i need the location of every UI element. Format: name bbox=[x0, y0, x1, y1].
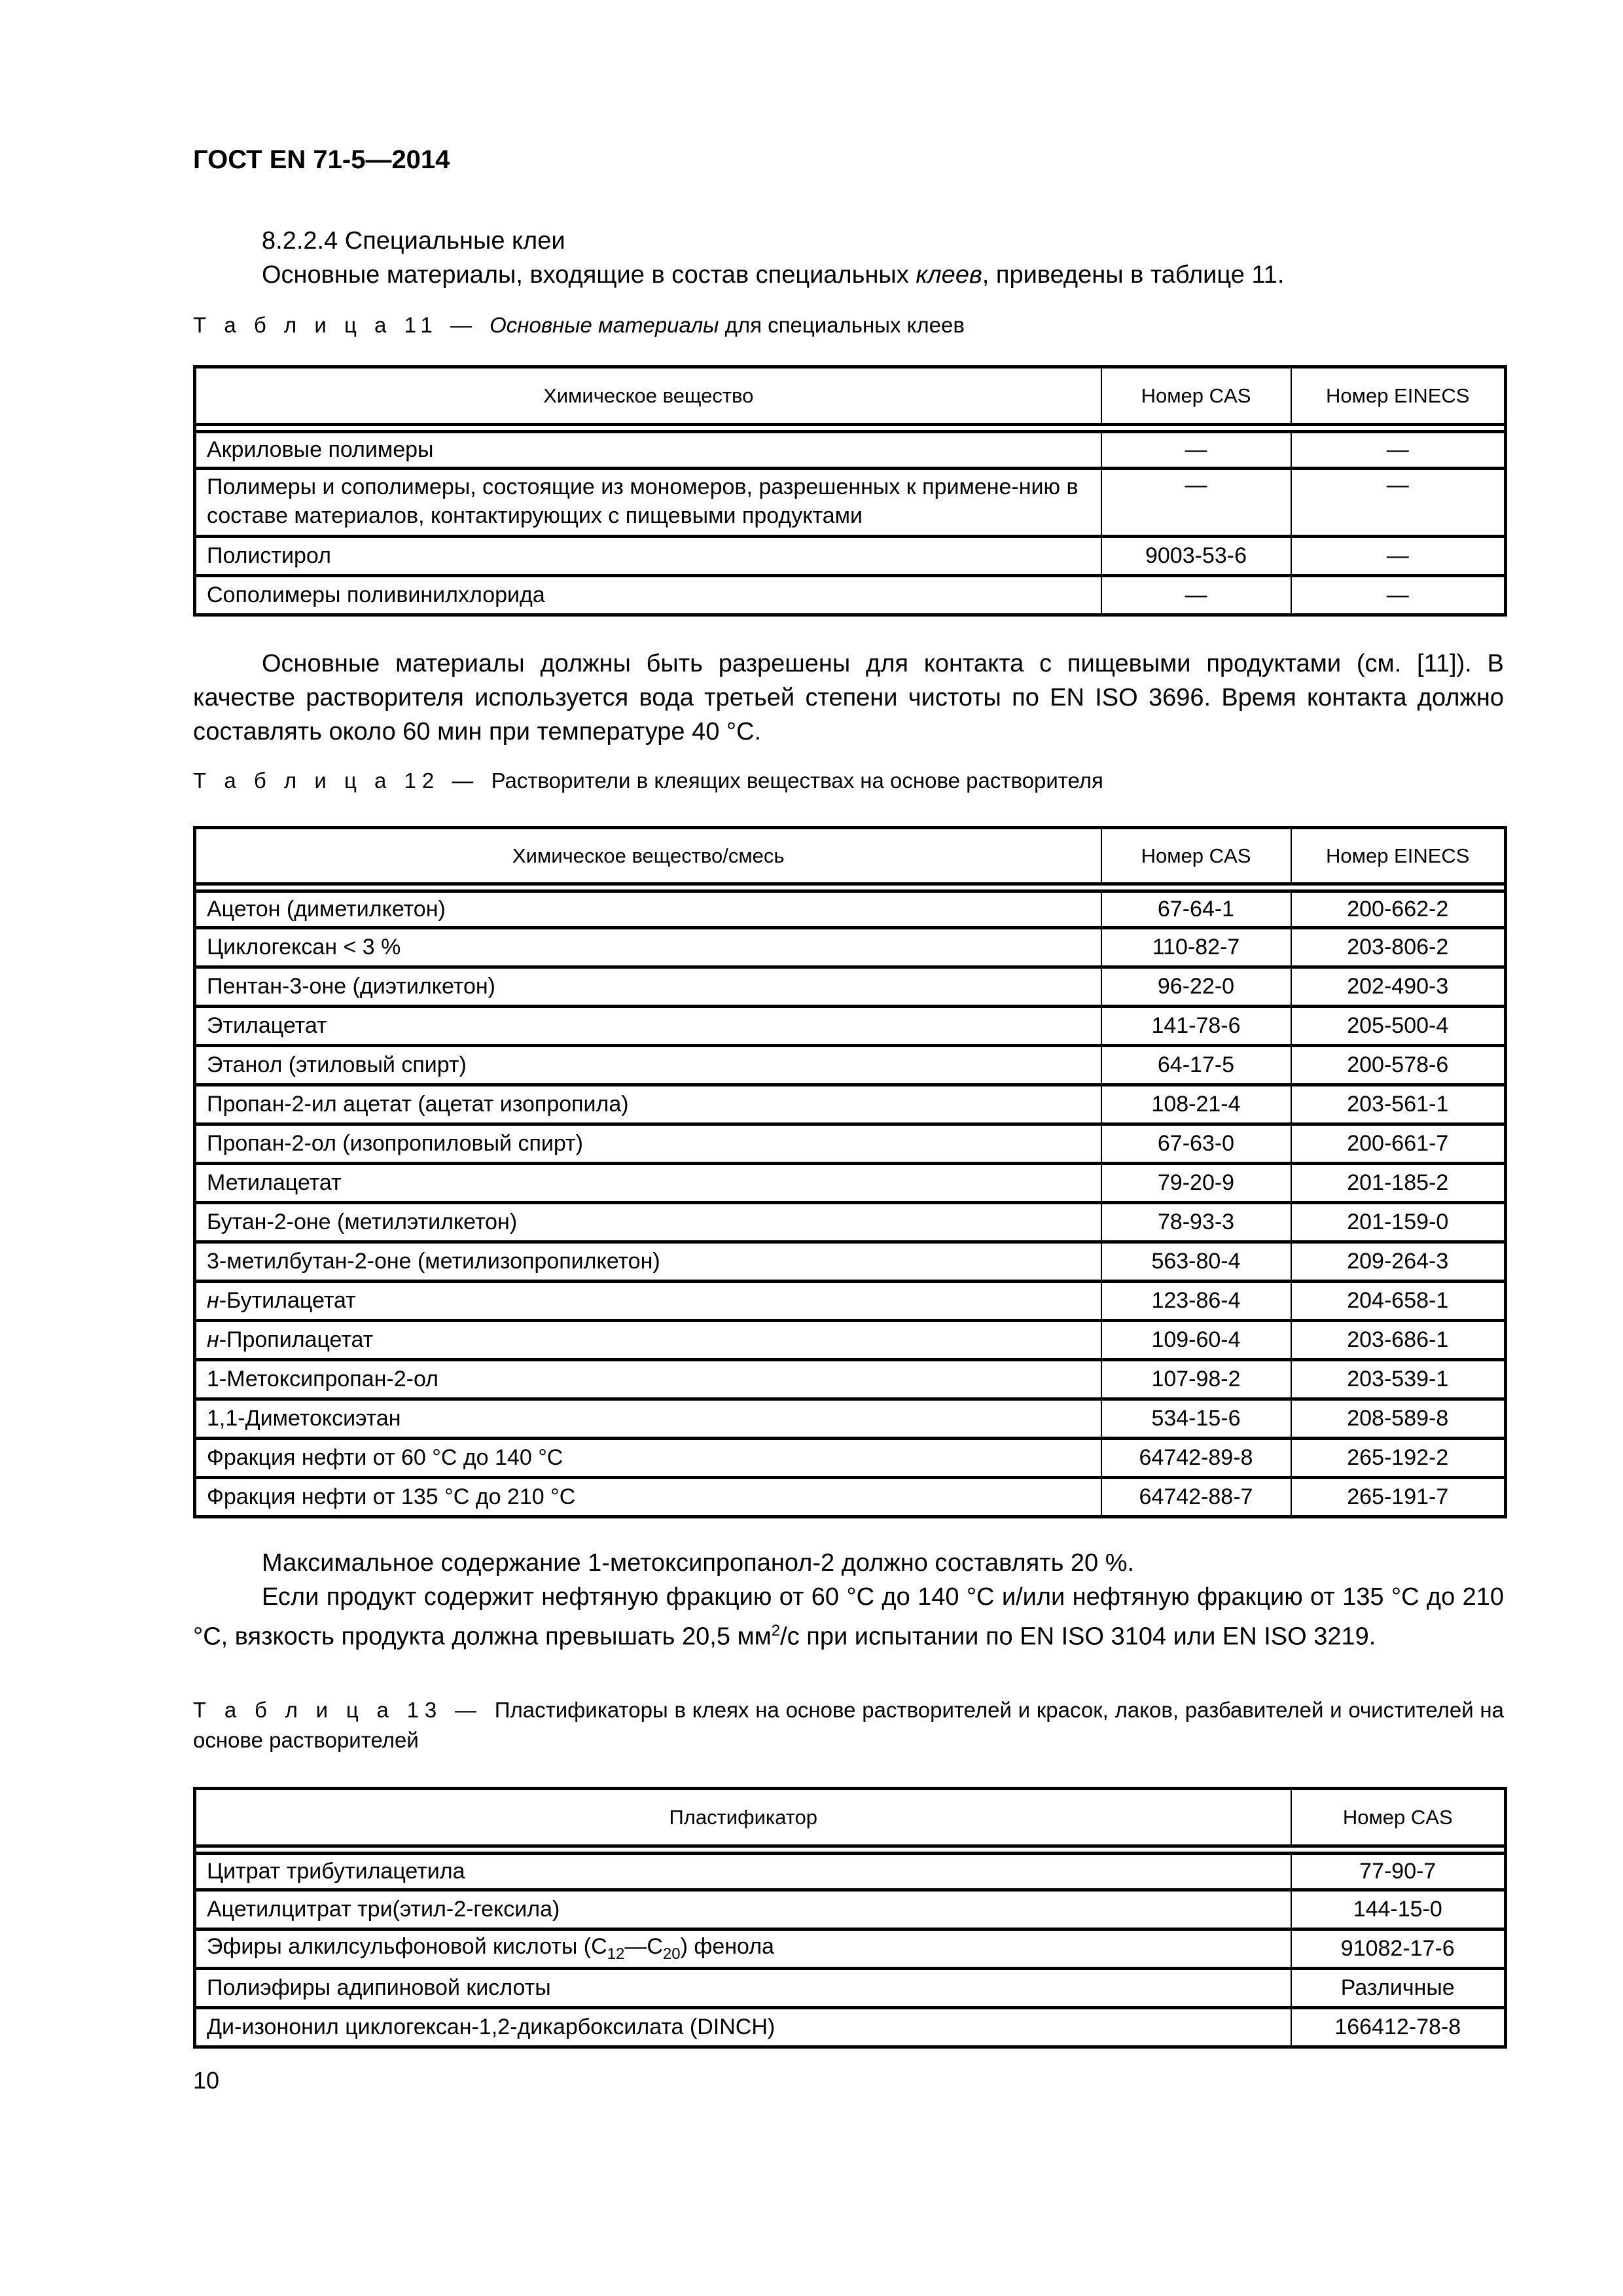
substance-name bbox=[195, 1124, 1101, 1164]
intro-italic: клеев bbox=[916, 261, 982, 289]
table11-caption bbox=[193, 310, 965, 340]
substance-name: Полистирол bbox=[195, 537, 1101, 576]
substance-label: 1,1-Диметоксиэтан bbox=[207, 1406, 401, 1431]
table-row bbox=[195, 1969, 1506, 2008]
plasticizer-name: Полиэфиры адипиновой кислоты bbox=[195, 1969, 1291, 2008]
italic-prefix: н bbox=[207, 1327, 219, 1352]
cas-number: Различные bbox=[1291, 1969, 1506, 2008]
column-header: Номер CAS bbox=[1291, 1789, 1506, 1846]
column-header: Номер CAS bbox=[1101, 367, 1291, 425]
paragraph-max-content: Максимальное содержание 1-метоксипропанол-2 должно составлять 20 %. bbox=[262, 1549, 1135, 1577]
einecs-number: 203-539-1 bbox=[1291, 1360, 1506, 1399]
einecs-number: 265-191-7 bbox=[1291, 1478, 1506, 1517]
caption-text: Пластификаторы в клеях на основе растворителей и красок, лаков, разбавителей и очистителей на основе растворителей bbox=[193, 1698, 1504, 1752]
substance-name bbox=[195, 1046, 1101, 1085]
substance-name bbox=[195, 1164, 1101, 1203]
table-row bbox=[195, 432, 1506, 469]
cas-number: 64-17-5 bbox=[1101, 1046, 1291, 1085]
cas-number: 563-80-4 bbox=[1101, 1242, 1291, 1282]
table-row bbox=[195, 1203, 1506, 1242]
cas-number: 108-21-4 bbox=[1101, 1085, 1291, 1124]
substance-label: -Пропилацетат bbox=[219, 1327, 374, 1352]
substance-name bbox=[195, 1282, 1101, 1321]
einecs-number: 203-561-1 bbox=[1291, 1085, 1506, 1124]
table-row bbox=[195, 1890, 1506, 1929]
einecs-number: 200-578-6 bbox=[1291, 1046, 1506, 1085]
substance-label: -Бутилацетат bbox=[219, 1288, 356, 1313]
table-row bbox=[195, 576, 1506, 615]
substance-name bbox=[195, 928, 1101, 967]
table-row bbox=[195, 967, 1506, 1007]
cas-number: 64742-89-8 bbox=[1101, 1439, 1291, 1478]
caption-text: для специальных клеев bbox=[719, 313, 965, 337]
substance-name bbox=[195, 1478, 1101, 1517]
einecs-number: 205-500-4 bbox=[1291, 1007, 1506, 1046]
table-row bbox=[195, 1929, 1506, 1969]
table12-caption bbox=[193, 766, 1103, 796]
substance-name bbox=[195, 1439, 1101, 1478]
substance-name bbox=[195, 1085, 1101, 1124]
table-row bbox=[195, 1854, 1506, 1890]
cas-number: 91082-17-6 bbox=[1291, 1929, 1506, 1969]
einecs-number: 201-185-2 bbox=[1291, 1164, 1506, 1203]
table-row bbox=[195, 928, 1506, 967]
substance-label: Этанол (этиловый спирт) bbox=[207, 1052, 467, 1077]
intro-text-end: , приведены в таблице 11. bbox=[982, 261, 1285, 289]
cas-number: 79-20-9 bbox=[1101, 1164, 1291, 1203]
einecs-number: 200-661-7 bbox=[1291, 1124, 1506, 1164]
substance-label: Циклогексан < 3 % bbox=[207, 935, 401, 960]
superscript: 2 bbox=[771, 1622, 781, 1640]
table-row bbox=[195, 1282, 1506, 1321]
table-11 bbox=[193, 365, 1507, 617]
table-row bbox=[195, 891, 1506, 928]
cas-number: 67-64-1 bbox=[1101, 891, 1291, 928]
table-header-row bbox=[195, 367, 1506, 425]
cas-number: 144-15-0 bbox=[1291, 1890, 1506, 1929]
column-header: Номер EINECS bbox=[1291, 828, 1506, 884]
cas-number: 109-60-4 bbox=[1101, 1321, 1291, 1360]
substance-name: Полимеры и сополимеры, состоящие из мономеров, разрешенных к примене-нию в составе материалов, контактирующих с пищевыми продуктами bbox=[195, 469, 1101, 537]
substance-label: Этилацетат bbox=[207, 1013, 327, 1038]
substance-label: Бутан-2-оне (метилэтилкетон) bbox=[207, 1210, 518, 1234]
caption-italic: Основные материалы bbox=[490, 313, 719, 337]
cas-number: 64742-88-7 bbox=[1101, 1478, 1291, 1517]
einecs-number: 204-658-1 bbox=[1291, 1282, 1506, 1321]
caption-text: Растворители в клеящих веществах на основе растворителя bbox=[491, 768, 1103, 793]
table-row bbox=[195, 1399, 1506, 1439]
name-part: Эфиры алкилсульфоновой кислоты (С bbox=[207, 1934, 607, 1960]
caption-label: Т а б л и ц а 11 — bbox=[193, 313, 490, 337]
substance-name bbox=[195, 1242, 1101, 1282]
caption-label: Т а б л и ц а 13 — bbox=[193, 1698, 495, 1722]
table-row bbox=[195, 537, 1506, 576]
einecs-number: 200-662-2 bbox=[1291, 891, 1506, 928]
substance-label: Пропан-2-ол (изопропиловый спирт) bbox=[207, 1131, 583, 1156]
substance-name bbox=[195, 891, 1101, 928]
table-12 bbox=[193, 826, 1507, 1518]
column-header: Химическое вещество bbox=[195, 367, 1101, 425]
name-part: —С bbox=[624, 1934, 663, 1960]
einecs-number: 208-589-8 bbox=[1291, 1399, 1506, 1439]
cas-number: 141-78-6 bbox=[1101, 1007, 1291, 1046]
intro-text: Основные материалы, входящие в состав специальных bbox=[262, 261, 916, 289]
substance-label: Пропан-2-ил ацетат (ацетат изопропила) bbox=[207, 1092, 629, 1117]
viscosity-text: Если продукт содержит нефтяную фракцию от 60 °С до 140 °С и/или нефтяную фракцию от 135 °С до 210 °С, вязкость продукта должна превышать 20,5 мм bbox=[193, 1583, 1504, 1651]
table-row bbox=[195, 1478, 1506, 1517]
einecs-number: 209-264-3 bbox=[1291, 1242, 1506, 1282]
substance-label: Фракция нефти от 60 °С до 140 °С bbox=[207, 1445, 563, 1470]
cas-number: — bbox=[1101, 576, 1291, 615]
substance-label: Ацетон (диметилкетон) bbox=[207, 897, 446, 922]
substance-name: Акриловые полимеры bbox=[195, 432, 1101, 469]
table-row bbox=[195, 1164, 1506, 1203]
header-separator bbox=[195, 425, 1506, 432]
cas-number: 96-22-0 bbox=[1101, 967, 1291, 1007]
table-13 bbox=[193, 1787, 1507, 2049]
plasticizer-name: Цитрат трибутилацетила bbox=[195, 1854, 1291, 1890]
document-header: ГОСТ EN 71-5—2014 bbox=[193, 145, 450, 174]
table13-caption bbox=[193, 1695, 1504, 1755]
einecs-number: 202-490-3 bbox=[1291, 967, 1506, 1007]
plasticizer-name: Ацетилцитрат три(этил-2-гексила) bbox=[195, 1890, 1291, 1929]
substance-label: Фракция нефти от 135 °С до 210 °С bbox=[207, 1484, 576, 1509]
table-header-row bbox=[195, 1789, 1506, 1846]
table-row bbox=[195, 1321, 1506, 1360]
table-row bbox=[195, 469, 1506, 537]
cas-number: 123-86-4 bbox=[1101, 1282, 1291, 1321]
einecs-number: — bbox=[1291, 432, 1506, 469]
cas-number: 78-93-3 bbox=[1101, 1203, 1291, 1242]
substance-name bbox=[195, 967, 1101, 1007]
subscript: 20 bbox=[662, 1945, 681, 1963]
substance-name bbox=[195, 1203, 1101, 1242]
cas-number: 9003-53-6 bbox=[1101, 537, 1291, 576]
einecs-number: — bbox=[1291, 576, 1506, 615]
cas-number: 77-90-7 bbox=[1291, 1854, 1506, 1890]
substance-label: 1-Метоксипропан-2-ол bbox=[207, 1367, 438, 1391]
cas-number: — bbox=[1101, 432, 1291, 469]
table-header-row bbox=[195, 828, 1506, 884]
substance-label: Метилацетат bbox=[207, 1170, 342, 1195]
substance-name bbox=[195, 1007, 1101, 1046]
cas-number: 534-15-6 bbox=[1101, 1399, 1291, 1439]
table-row bbox=[195, 1124, 1506, 1164]
caption-label: Т а б л и ц а 12 — bbox=[193, 768, 491, 793]
table-row bbox=[195, 1242, 1506, 1282]
header-separator bbox=[195, 1846, 1506, 1854]
table-row bbox=[195, 1085, 1506, 1124]
paragraph-viscosity bbox=[193, 1580, 1504, 1654]
page-number: 10 bbox=[193, 2067, 220, 2094]
column-header: Номер EINECS bbox=[1291, 367, 1506, 425]
cas-number: 107-98-2 bbox=[1101, 1360, 1291, 1399]
einecs-number: 265-192-2 bbox=[1291, 1439, 1506, 1478]
cas-number: 166412-78-8 bbox=[1291, 2008, 1506, 2047]
table-row bbox=[195, 1439, 1506, 1478]
header-separator bbox=[195, 884, 1506, 891]
einecs-number: 203-686-1 bbox=[1291, 1321, 1506, 1360]
substance-label: 3-метилбутан-2-оне (метилизопропилкетон) bbox=[207, 1249, 660, 1274]
plasticizer-name: Ди-изононил циклогексан-1,2-дикарбоксилата (DINCH) bbox=[195, 2008, 1291, 2047]
einecs-number: — bbox=[1291, 469, 1506, 537]
column-header: Химическое вещество/смесь bbox=[195, 828, 1101, 884]
subscript: 12 bbox=[607, 1945, 625, 1963]
italic-prefix: н bbox=[207, 1288, 219, 1313]
table-row bbox=[195, 1360, 1506, 1399]
column-header: Пластификатор bbox=[195, 1789, 1291, 1846]
substance-name bbox=[195, 1360, 1101, 1399]
paragraph-contact-conditions: Основные материалы должны быть разрешены для контакта с пищевыми продуктами (см. [11]). В качестве растворителя используется вода третьей степени чистоты по EN ISO 3696. Время контакта должно составлять около 60 мин при температуре 40 °С. bbox=[193, 650, 1504, 745]
einecs-number: 201-159-0 bbox=[1291, 1203, 1506, 1242]
cas-number: 67-63-0 bbox=[1101, 1124, 1291, 1164]
substance-name bbox=[195, 1321, 1101, 1360]
plasticizer-name bbox=[195, 1929, 1291, 1969]
einecs-number: — bbox=[1291, 537, 1506, 576]
substance-name bbox=[195, 1399, 1101, 1439]
einecs-number: 203-806-2 bbox=[1291, 928, 1506, 967]
table-row bbox=[195, 1007, 1506, 1046]
column-header: Номер CAS bbox=[1101, 828, 1291, 884]
section-title: 8.2.2.4 Специальные клеи bbox=[262, 227, 565, 255]
substance-label: Пентан-3-оне (диэтилкетон) bbox=[207, 974, 495, 999]
viscosity-text-end: /с при испытании по EN ISO 3104 или EN ISO 3219. bbox=[780, 1623, 1376, 1651]
cas-number: — bbox=[1101, 469, 1291, 537]
name-part: ) фенола bbox=[680, 1934, 774, 1960]
table-row bbox=[195, 2008, 1506, 2047]
cas-number: 110-82-7 bbox=[1101, 928, 1291, 967]
substance-name: Сополимеры поливинилхлорида bbox=[195, 576, 1101, 615]
table-row bbox=[195, 1046, 1506, 1085]
section-intro bbox=[262, 258, 1284, 292]
